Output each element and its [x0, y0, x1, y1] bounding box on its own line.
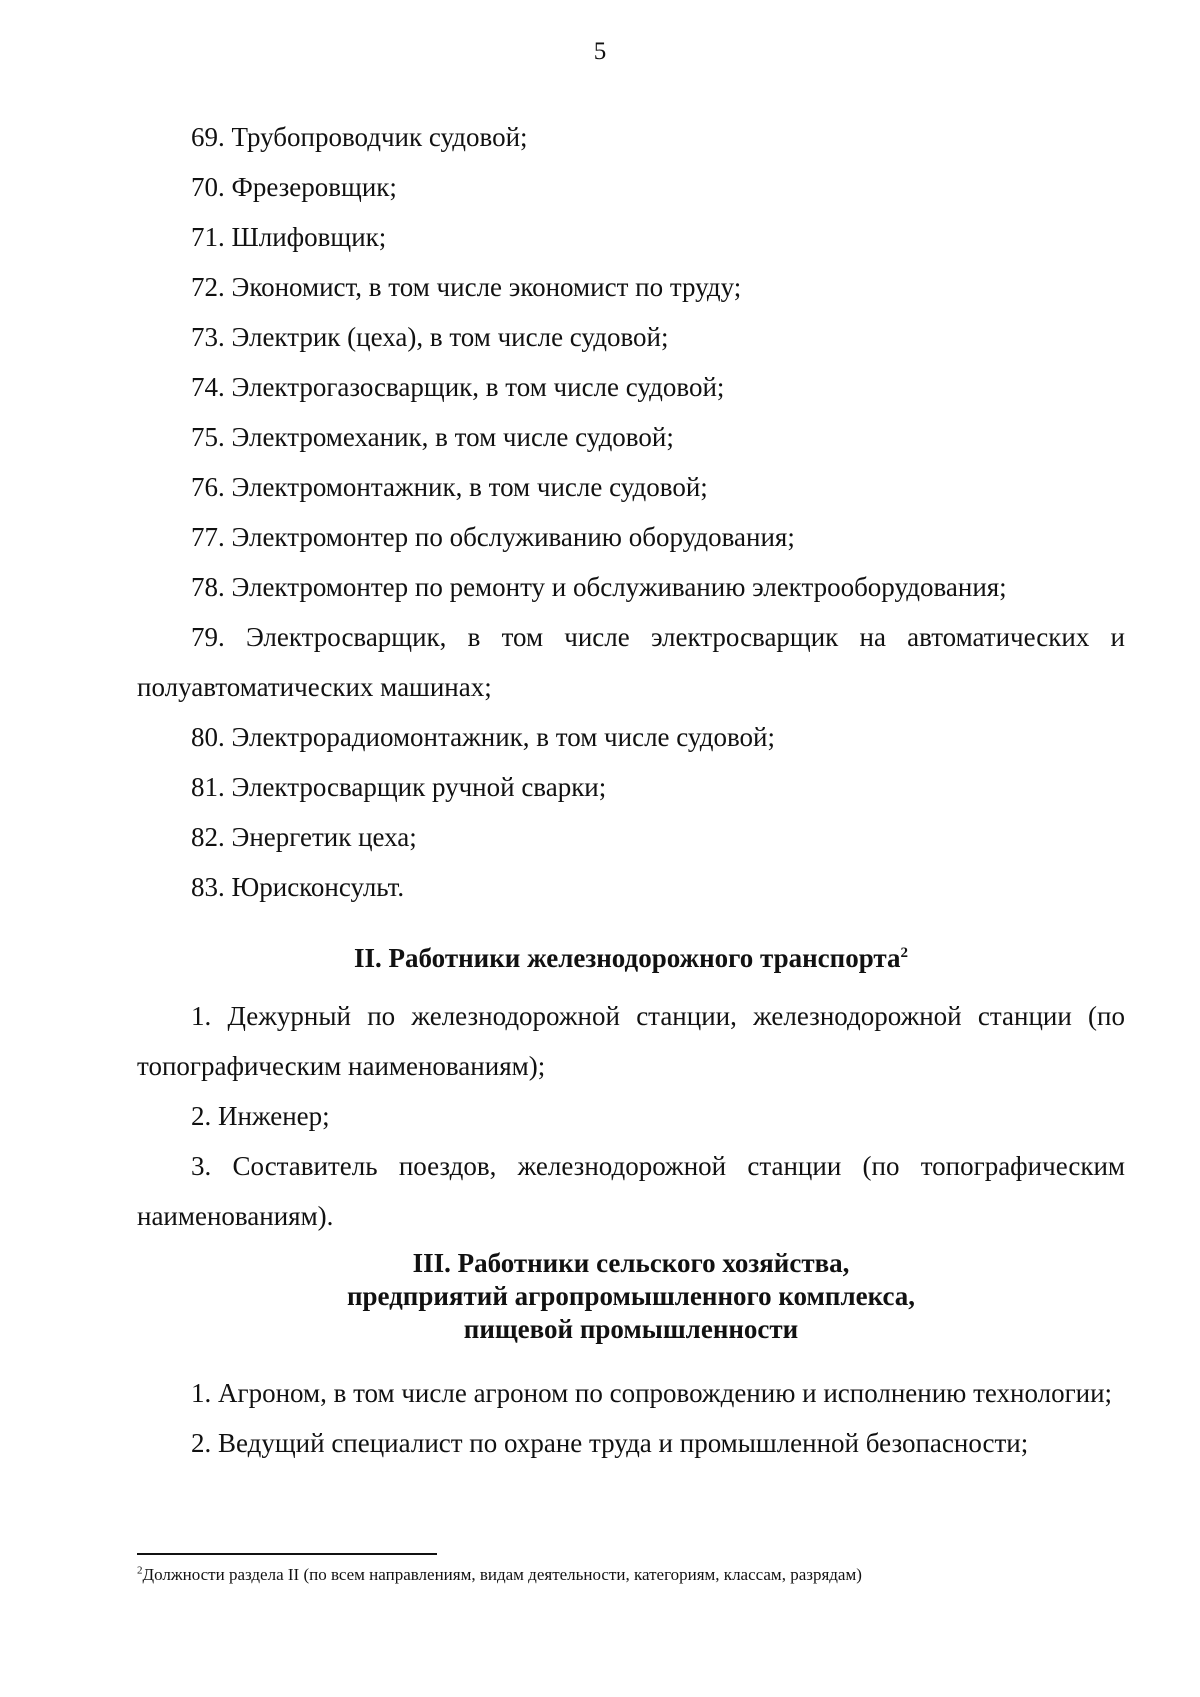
footnote [137, 1564, 1125, 1586]
list-item: 77. Электромонтер по обслуживанию оборудования; [191, 522, 795, 552]
page-number: 5 [593, 38, 607, 65]
section-2-title-text: II. Работники железнодорожного транспорта [354, 943, 901, 973]
list-item: 3. Составитель поездов, железнодорожной станции (по топографическим наименованиям). [137, 1151, 1125, 1231]
list-item: 83. Юрисконсульт. [191, 872, 405, 902]
list-item: 79. Электросварщик, в том числе электросварщик на автоматических и полуавтоматических машинах; [137, 622, 1125, 702]
footnote-mark: 2 [137, 1564, 143, 1577]
list-item: 76. Электромонтажник, в том числе судовой; [191, 472, 708, 502]
footnote-reference: 2 [900, 945, 908, 961]
section-3-title [137, 1247, 1125, 1346]
list-item: 80. Электрорадиомонтажник, в том числе судовой; [191, 722, 775, 752]
list-item: 2. Ведущий специалист по охране труда и промышленной безопасности; [191, 1428, 1029, 1458]
document-body [137, 112, 1125, 1468]
list-item: 82. Энергетик цеха; [191, 822, 417, 852]
section-3-title-line: III. Работники сельского хозяйства, [412, 1248, 850, 1278]
list-item: 2. Инженер; [191, 1101, 330, 1131]
list-item: 81. Электросварщик ручной сварки; [191, 772, 607, 802]
section-1-list [137, 112, 1125, 912]
list-item: 73. Электрик (цеха), в том числе судовой; [191, 322, 669, 352]
section-2-title [137, 942, 1125, 975]
list-item: 72. Экономист, в том числе экономист по труду; [191, 272, 742, 302]
list-item: 70. Фрезеровщик; [191, 172, 397, 202]
footnote-separator [137, 1553, 437, 1555]
footnote-text: Должности раздела II (по всем направлениям, видам деятельности, категориям, классам, разрядам) [142, 1565, 862, 1584]
list-item: 75. Электромеханик, в том числе судовой; [191, 422, 674, 452]
section-3-title-line: предприятий агропромышленного комплекса, [346, 1281, 916, 1311]
section-3-list [137, 1368, 1125, 1468]
list-item: 1. Дежурный по железнодорожной станции, железнодорожной станции (по топографическим наименованиям); [137, 1001, 1125, 1081]
list-item: 74. Электрогазосварщик, в том числе судовой; [191, 372, 725, 402]
section-3-title-line: пищевой промышленности [463, 1314, 799, 1344]
list-item: 69. Трубопроводчик судовой; [191, 122, 528, 152]
list-item: 78. Электромонтер по ремонту и обслуживанию электрооборудования; [191, 572, 1007, 602]
list-item: 1. Агроном, в том числе агроном по сопровождению и исполнению технологии; [191, 1378, 1113, 1408]
section-2-list [137, 991, 1125, 1241]
list-item: 71. Шлифовщик; [191, 222, 387, 252]
